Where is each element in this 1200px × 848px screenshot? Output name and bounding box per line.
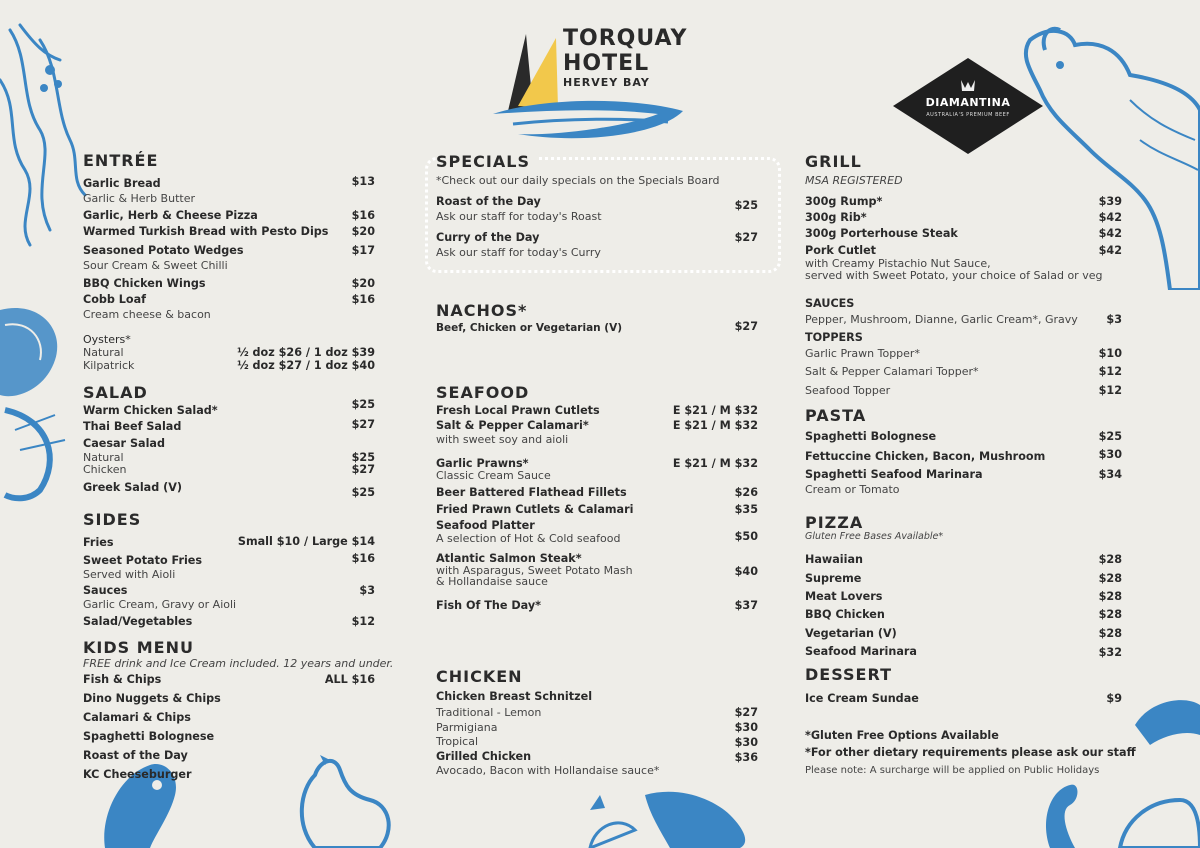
salad-heading: SALAD	[83, 383, 148, 402]
menu-item: BBQ Chicken Wings	[83, 277, 206, 290]
menu-item: Atlantic Salmon Steak*	[436, 552, 582, 565]
item-price: $17	[351, 244, 375, 257]
topper-item: Salt & Pepper Calamari Topper*	[805, 365, 979, 378]
item-desc: Chicken	[83, 463, 127, 476]
oysters-kilpatrick-price: ½ doz $27 / 1 doz $40	[237, 359, 375, 372]
item-desc: & Hollandaise sauce	[436, 575, 548, 588]
item-price: $28	[1098, 608, 1122, 621]
item-price: E $21 / M $32	[672, 419, 758, 432]
item-price: $25	[734, 199, 758, 212]
specials-heading: SPECIALS	[436, 152, 536, 171]
item-price: $32	[1098, 646, 1122, 659]
item-price: $37	[734, 599, 758, 612]
menu-item: Sauces	[83, 584, 128, 597]
special-item: Roast of the Day	[436, 195, 541, 208]
menu-item: Sweet Potato Fries	[83, 554, 203, 567]
item-price: $25	[351, 451, 375, 464]
kids-note: FREE drink and Ice Cream included. 12 years and under.	[83, 657, 394, 670]
item-desc: Garlic & Herb Butter	[83, 192, 195, 205]
item-price: $36	[734, 751, 758, 764]
item-desc: Served with Aioli	[83, 568, 176, 581]
item-price: $27	[734, 320, 758, 333]
item-price: $16	[351, 209, 375, 222]
item-desc: Classic Cream Sauce	[436, 469, 551, 482]
dessert-heading: DESSERT	[805, 665, 892, 684]
oyster-illustration	[640, 785, 760, 848]
item-price: $39	[1098, 195, 1122, 208]
oysters-natural: Natural	[83, 346, 124, 359]
menu-item: Warmed Turkish Bread with Pesto Dips	[83, 225, 329, 238]
topper-item: Seafood Topper	[805, 384, 891, 397]
menu-item: Hawaiian	[805, 553, 863, 566]
lemon-illustration	[580, 790, 640, 848]
item-price: $27	[351, 418, 375, 431]
item-price: $30	[734, 721, 758, 734]
special-item: Curry of the Day	[436, 231, 540, 244]
kids-item: Spaghetti Bolognese	[83, 730, 215, 743]
topper-item: Garlic Prawn Topper*	[805, 347, 920, 360]
item-price: $30	[1098, 448, 1122, 461]
item-price: Small $10 / Large $14	[237, 535, 375, 548]
toppers-heading: TOPPERS	[805, 331, 863, 344]
menu-item: Fried Prawn Cutlets & Calamari	[436, 503, 634, 516]
menu-item: Garlic, Herb & Cheese Pizza	[83, 209, 258, 222]
item-price: $13	[351, 175, 375, 188]
menu-item: Chicken Breast Schnitzel	[436, 690, 593, 703]
item-desc: with Asparagus, Sweet Potato Mash	[436, 564, 633, 577]
item-desc: Cream or Tomato	[805, 483, 900, 496]
item-price: $35	[734, 503, 758, 516]
menu-item: 300g Rump*	[805, 195, 883, 208]
item-price: $9	[1106, 692, 1122, 705]
kids-item: Dino Nuggets & Chips	[83, 692, 221, 705]
surcharge-note: Please note: A surcharge will be applied on Public Holidays	[805, 765, 1100, 776]
menu-item: Fries	[83, 536, 114, 549]
prawn-illustration	[0, 400, 70, 510]
pizza-heading: PIZZA	[805, 513, 864, 532]
specials-note: *Check out our daily specials on the Specials Board	[436, 174, 720, 187]
menu-item: Salad/Vegetables	[83, 615, 193, 628]
menu-item: 300g Rib*	[805, 211, 867, 224]
item-price: $16	[351, 552, 375, 565]
seafood-heading: SEAFOOD	[436, 383, 530, 402]
brand-line2: HOTEL	[563, 51, 650, 76]
menu-item: Fish Of The Day*	[436, 599, 541, 612]
nachos-desc: Beef, Chicken or Vegetarian (V)	[436, 322, 623, 334]
item-desc: Cream cheese & bacon	[83, 308, 211, 321]
item-price: $16	[351, 293, 375, 306]
pizza-note: Gluten Free Bases Available*	[805, 531, 944, 542]
item-price: $12	[1098, 384, 1122, 397]
oysters-title: Oysters*	[83, 333, 131, 346]
menu-item: Garlic Prawns*	[436, 457, 529, 470]
menu-item: Fresh Local Prawn Cutlets	[436, 404, 600, 417]
menu-item: Ice Cream Sundae	[805, 692, 919, 705]
item-price: $28	[1098, 572, 1122, 585]
kids-price: ALL $16	[324, 673, 375, 686]
item-price: $20	[351, 225, 375, 238]
menu-item: Garlic Bread	[83, 177, 161, 190]
mussel-illustration	[0, 300, 70, 410]
menu-item: Supreme	[805, 572, 862, 585]
item-price: $27	[351, 463, 375, 476]
grill-note: MSA REGISTERED	[805, 174, 903, 187]
grill-heading: GRILL	[805, 152, 862, 171]
item-desc: with sweet soy and aioli	[436, 433, 569, 446]
menu-item: Salt & Pepper Calamari*	[436, 419, 589, 432]
item-price: $28	[1098, 627, 1122, 640]
gluten-free-note: *Gluten Free Options Available	[805, 729, 999, 742]
item-price: $3	[359, 584, 375, 597]
item-price: $28	[1098, 590, 1122, 603]
sides-heading: SIDES	[83, 510, 142, 529]
item-desc: served with Sweet Potato, your choice of Salad or veg	[805, 269, 1103, 282]
item-price: $34	[1098, 468, 1122, 481]
item-price: $12	[351, 615, 375, 628]
menu-item: Spaghetti Seafood Marinara	[805, 468, 983, 481]
sauces-heading: SAUCES	[805, 297, 855, 310]
item-desc: with Creamy Pistachio Nut Sauce,	[805, 257, 991, 270]
kids-item: Fish & Chips	[83, 673, 162, 686]
kids-item: Calamari & Chips	[83, 711, 191, 724]
oysters-kilpatrick: Kilpatrick	[83, 359, 135, 372]
item-desc: Parmigiana	[436, 721, 498, 734]
chicken-heading: CHICKEN	[436, 667, 523, 686]
item-price: $40	[734, 565, 758, 578]
menu-item: Seasoned Potato Wedges	[83, 244, 244, 257]
item-desc: A selection of Hot & Cold seafood	[436, 532, 621, 545]
menu-item: Fettuccine Chicken, Bacon, Mushroom	[805, 450, 1046, 463]
item-price: $50	[734, 530, 758, 543]
pasta-heading: PASTA	[805, 406, 867, 425]
item-price: $42	[1098, 211, 1122, 224]
badge-tagline: AUSTRALIA'S PREMIUM BEEF	[926, 112, 1010, 118]
item-desc: Traditional - Lemon	[436, 706, 542, 719]
menu-item: Spaghetti Bolognese	[805, 430, 937, 443]
item-desc: Natural	[83, 451, 124, 464]
item-price: $12	[1098, 365, 1122, 378]
menu-item: Vegetarian (V)	[805, 627, 897, 640]
chicken-illustration	[280, 750, 400, 848]
menu-item: Pork Cutlet	[805, 244, 877, 257]
item-price: $42	[1098, 244, 1122, 257]
item-price: $27	[734, 706, 758, 719]
item-desc: Ask our staff for today's Curry	[436, 246, 601, 259]
item-desc: Avocado, Bacon with Hollandaise sauce*	[436, 764, 660, 777]
dietary-note: *For other dietary requirements please ask our staff	[805, 746, 1136, 759]
item-price: $25	[351, 486, 375, 499]
badge-name: DIAMANTINA	[925, 96, 1011, 109]
menu-item: Grilled Chicken	[436, 750, 532, 763]
brand-line3: HERVEY BAY	[563, 76, 650, 89]
item-price: $26	[734, 486, 758, 499]
item-price: $25	[351, 398, 375, 411]
item-desc: Garlic Cream, Gravy or Aioli	[83, 598, 237, 611]
item-desc: Sour Cream & Sweet Chilli	[83, 259, 228, 272]
item-price: $10	[1098, 347, 1122, 360]
item-price: E $21 / M $32	[672, 404, 758, 417]
menu-item: Thai Beef Salad	[83, 420, 182, 433]
kids-heading: KIDS MENU	[83, 638, 194, 657]
menu-item: Greek Salad (V)	[83, 481, 182, 494]
nachos-heading: NACHOS*	[436, 301, 528, 320]
item-desc: Ask our staff for today's Roast	[436, 210, 602, 223]
menu-item: 300g Porterhouse Steak	[805, 227, 958, 240]
entree-heading: ENTRÉE	[83, 151, 159, 170]
item-price: $28	[1098, 553, 1122, 566]
kids-item: KC Cheeseburger	[83, 768, 192, 781]
item-desc: Tropical	[436, 735, 478, 748]
sauces-desc: Pepper, Mushroom, Dianne, Garlic Cream*, Gravy	[805, 313, 1078, 326]
brand-line1: TORQUAY	[563, 26, 688, 51]
item-price: $3	[1106, 313, 1122, 326]
oysters-natural-price: ½ doz $26 / 1 doz $39	[237, 346, 375, 359]
menu-item: Seafood Marinara	[805, 645, 917, 658]
item-price: $27	[734, 231, 758, 244]
item-price: $25	[1098, 430, 1122, 443]
octopus-illustration	[0, 20, 90, 250]
item-price: E $21 / M $32	[672, 457, 758, 470]
menu-item: BBQ Chicken	[805, 608, 885, 621]
menu-item: Seafood Platter	[436, 519, 535, 532]
kids-item: Roast of the Day	[83, 749, 188, 762]
menu-item: Meat Lovers	[805, 590, 883, 603]
item-price: $20	[351, 277, 375, 290]
menu-item: Caesar Salad	[83, 437, 165, 450]
menu-item: Cobb Loaf	[83, 293, 147, 306]
item-price: $30	[734, 736, 758, 749]
item-price: $42	[1098, 227, 1122, 240]
menu-item: Beer Battered Flathead Fillets	[436, 486, 627, 499]
menu-item: Warm Chicken Salad*	[83, 404, 218, 417]
